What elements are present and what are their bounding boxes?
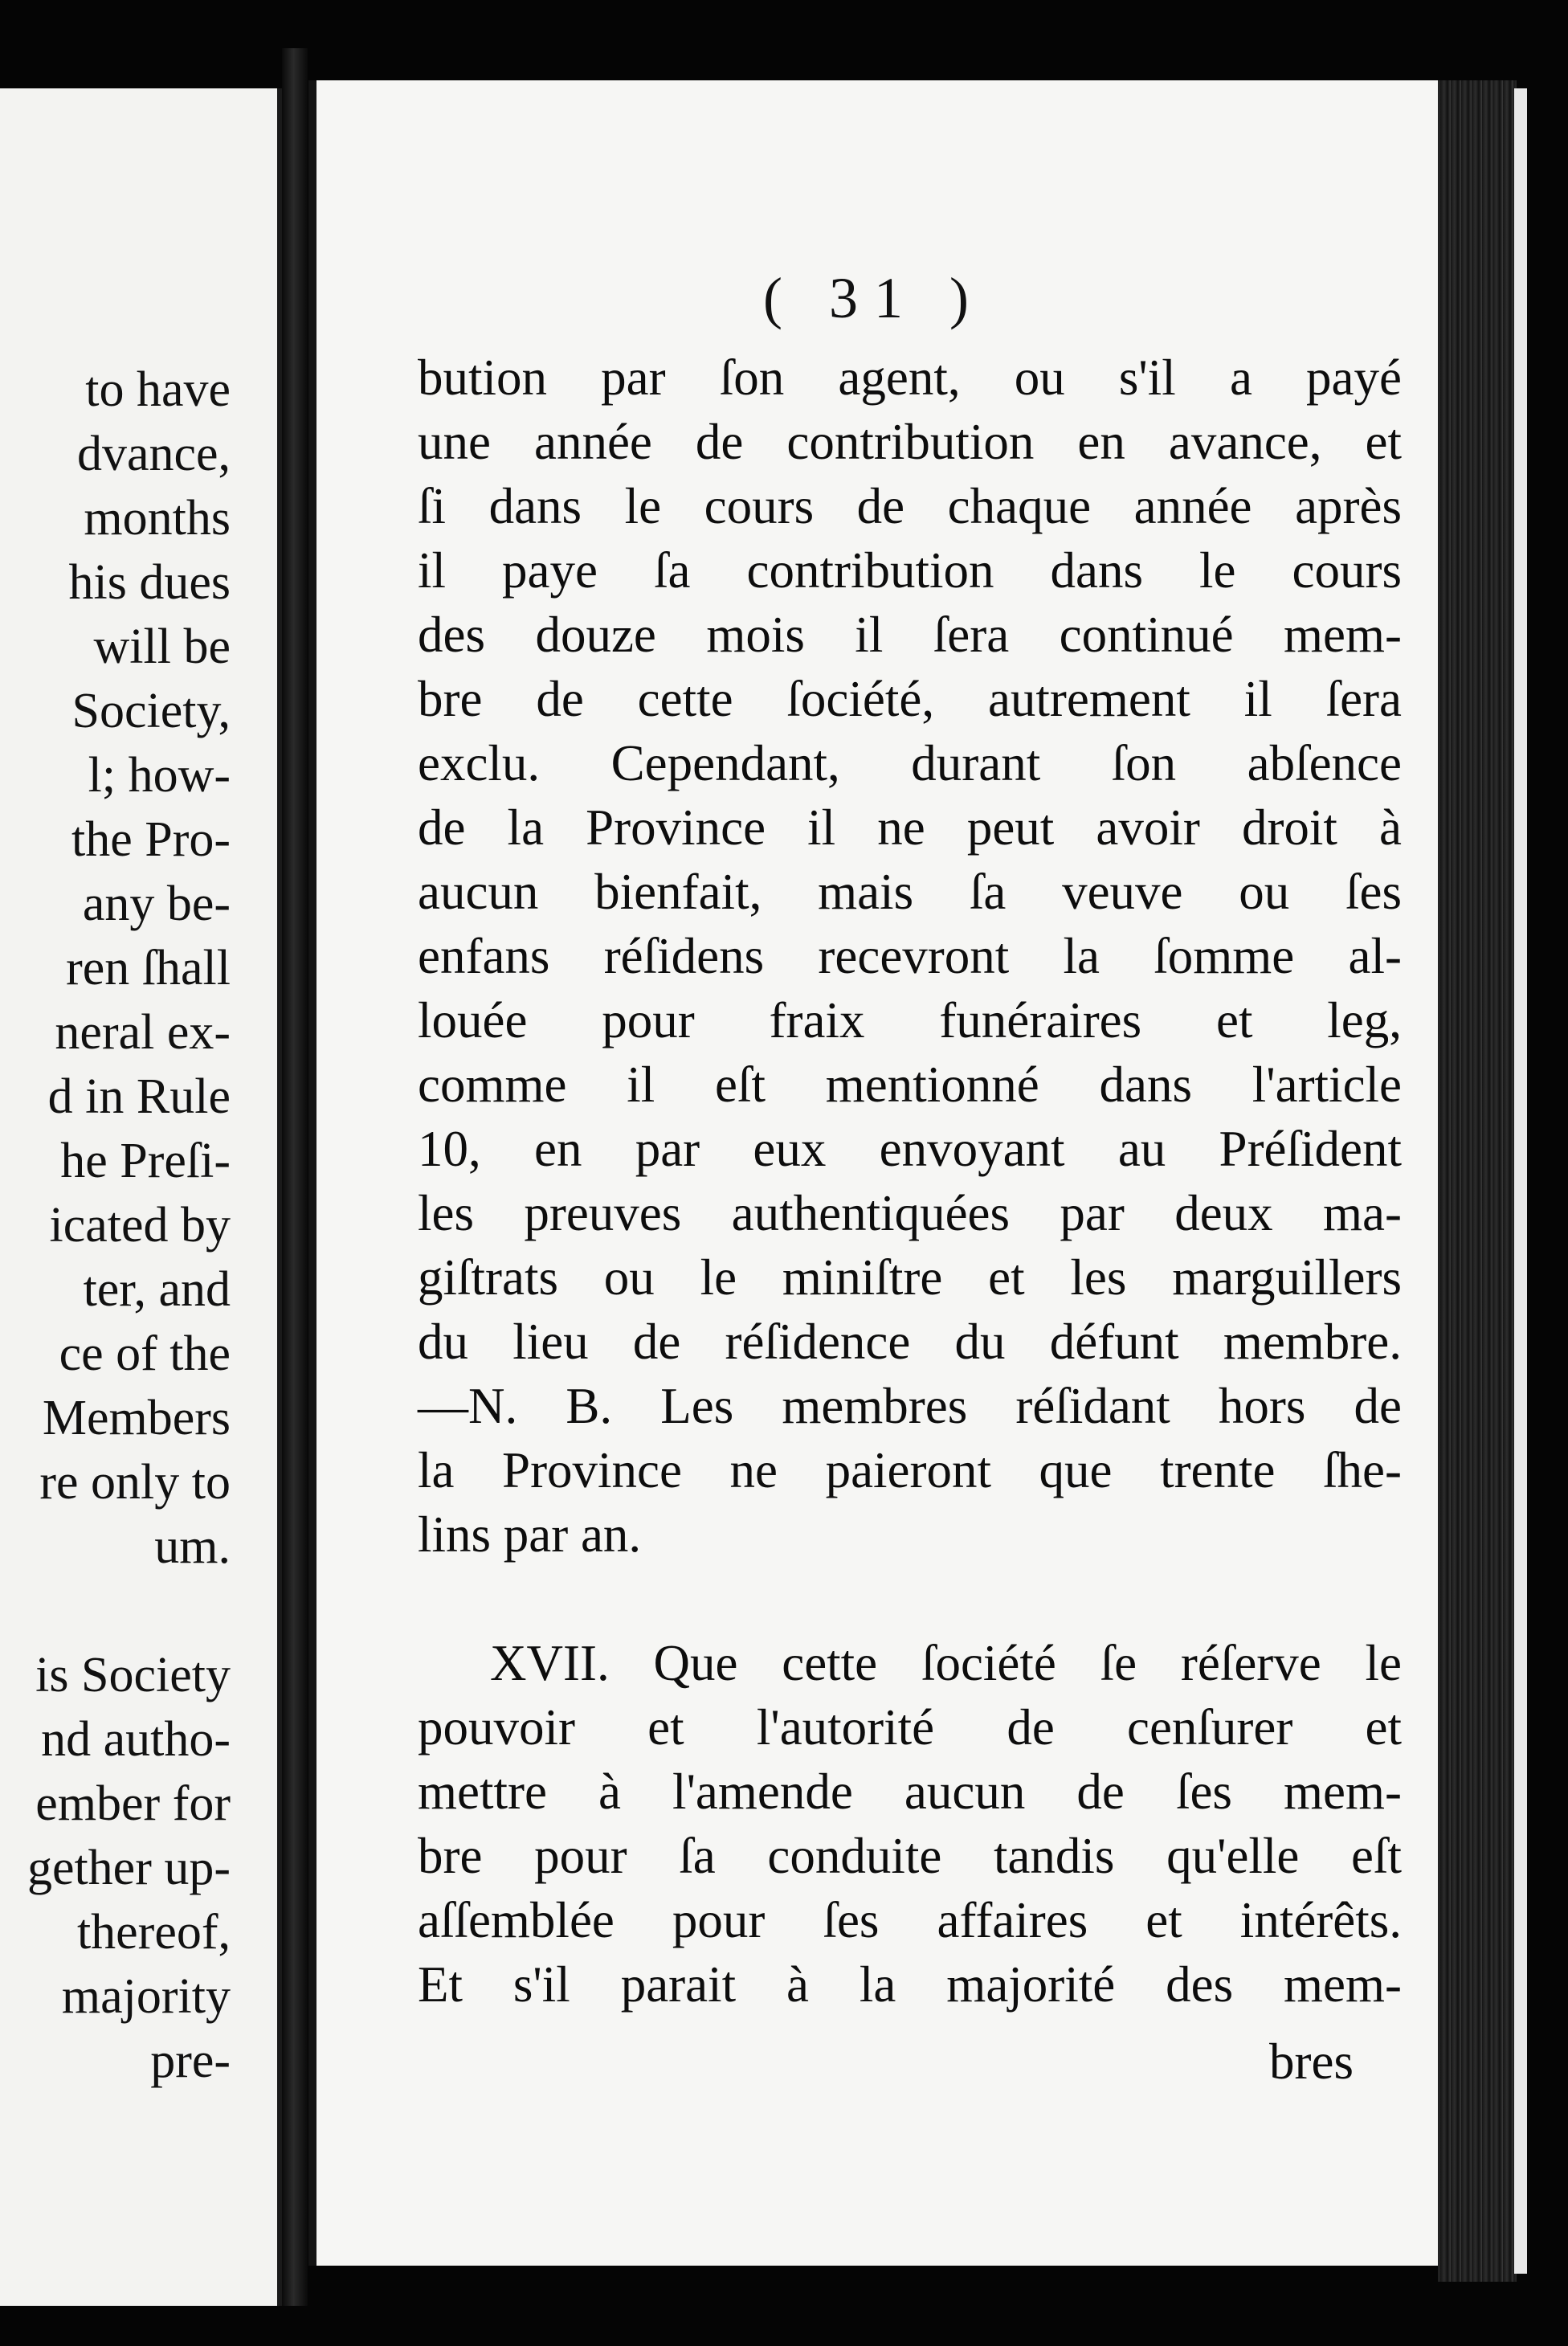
text-line: will be [93, 619, 231, 674]
text-line: Society, [71, 684, 231, 738]
text-line [27, 1579, 231, 1643]
text-line: thereof, [76, 1905, 231, 1960]
text-line: 10, en par eux envoyant au Préſident [418, 1121, 1402, 1177]
text-line: giſtrats ou le miniſtre et les marguillers [418, 1249, 1402, 1306]
text-line: comme il eſt mentionné dans l'article [418, 1057, 1402, 1113]
text-line: de la Province il ne peut avoir droit à [418, 799, 1402, 856]
text-line: pre- [150, 2033, 231, 2088]
text-line: any be- [82, 877, 231, 931]
scan-border [1514, 88, 1527, 2274]
text-line: dvance, [76, 427, 231, 481]
text-line: ſi dans le cours de chaque année après [418, 478, 1402, 534]
text-line: l; how- [88, 748, 231, 803]
text-line: um. [154, 1519, 231, 1574]
text-line: ter, and [83, 1262, 231, 1317]
text-line: il paye ſa contribution dans le cours [418, 542, 1402, 599]
text-line: les preuves authentiquées par deux ma- [418, 1185, 1402, 1241]
text-line: majority [61, 1969, 231, 2024]
text-line: des douze mois il ſera continué mem- [418, 607, 1402, 663]
text-line: aucun bienfait, mais ſa veuve ou ſes [418, 864, 1402, 920]
text-line: ce of the [59, 1326, 231, 1381]
text-line: the Pro- [71, 812, 231, 867]
text-line: XVII. Que cette ſociété ſe réſerve le [490, 1635, 1402, 1691]
paragraph-gap [418, 1567, 1402, 1631]
text-line: aſſemblée pour ſes affaires et intérêts. [418, 1892, 1402, 1948]
text-line: enfans réſidens recevront la ſomme al- [418, 928, 1402, 984]
text-line: ren ſhall [66, 941, 231, 995]
page-number: ( 31 ) [763, 266, 985, 330]
text-line: d in Rule [47, 1069, 231, 1124]
text-line: icated by [49, 1198, 231, 1253]
text-line: lins par an. [418, 1506, 642, 1563]
text-line: —N. B. Les membres réſidant hors de [418, 1378, 1402, 1434]
text-line: pouvoir et l'autorité de cenſurer et [418, 1699, 1402, 1755]
text-line: nd autho- [41, 1712, 231, 1767]
text-line: du lieu de réſidence du défunt membre. [418, 1314, 1402, 1370]
text-line: bution par ſon agent, ou s'il a payé [418, 349, 1402, 406]
text-line: exclu. Cependant, durant ſon abſence [418, 735, 1402, 791]
text-line: Members [42, 1391, 231, 1445]
text-line: he Preſi- [60, 1134, 231, 1188]
text-line: neral ex- [55, 1005, 231, 1060]
text-line: his dues [68, 555, 231, 610]
page-block-edge [1438, 80, 1517, 2282]
text-line: re only to [39, 1455, 231, 1510]
text-line: louée pour fraix funéraires et leg, [418, 992, 1402, 1048]
text-line: bre de cette ſociété, autrement il ſera [418, 671, 1402, 727]
text-line: is Society [35, 1648, 231, 1702]
text-line: ember for [35, 1776, 231, 1831]
text-line: la Province ne paieront que trente ſhe- [418, 1442, 1402, 1498]
right-page-text [418, 345, 1402, 2017]
text-line: to have [85, 362, 231, 417]
text-line: Et s'il parait à la majorité des mem- [418, 1956, 1402, 2013]
left-page-text [27, 358, 231, 2093]
text-line: une année de contribution en avance, et [418, 414, 1402, 470]
text-line: months [84, 491, 231, 546]
book-gutter [282, 48, 308, 2306]
left-page [0, 88, 282, 2306]
text-line: bre pour ſa conduite tandis qu'elle eſt [418, 1828, 1402, 1884]
text-line: gether up- [27, 1841, 231, 1895]
text-line: mettre à l'amende aucun de ſes mem- [418, 1764, 1402, 1820]
catchword: bres [1269, 2033, 1354, 2090]
